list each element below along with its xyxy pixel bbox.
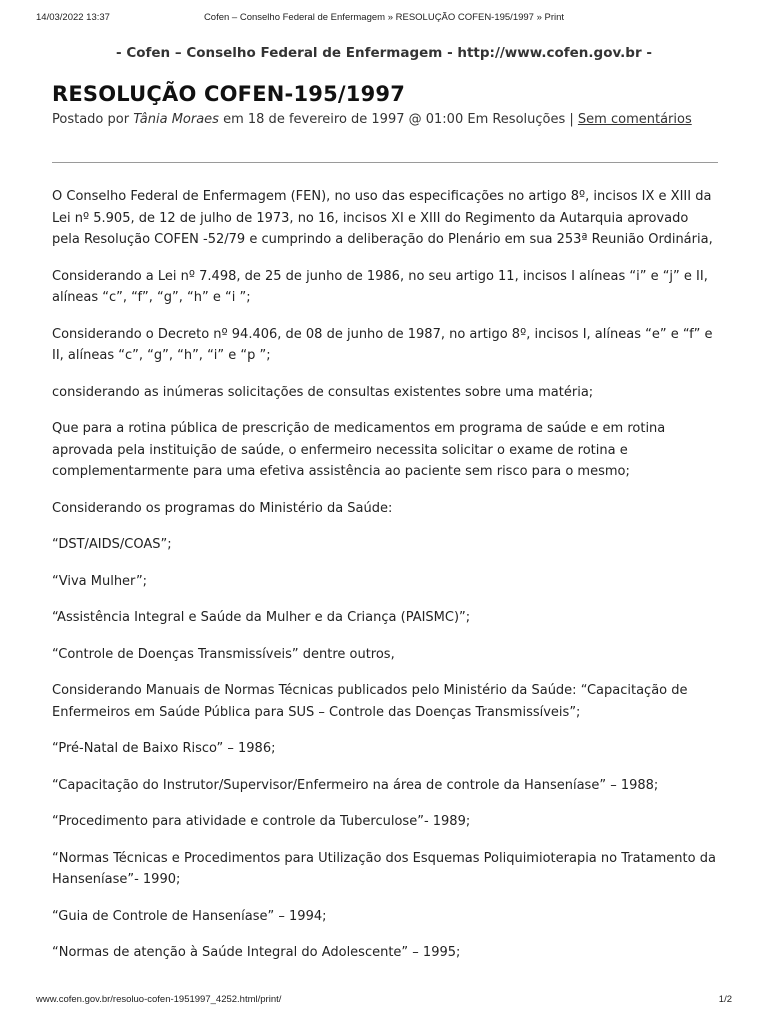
print-header xyxy=(36,12,732,26)
paragraph: “Capacitação do Instrutor/Supervisor/Enfermeiro na área de controle da Hanseníase” – 1988; xyxy=(52,777,659,793)
post-date: em 18 de fevereiro de 1997 @ 01:00 Em Resoluções | xyxy=(223,112,574,127)
paragraph: “Assistência Integral e Saúde da Mulher e da Criança (PAISMC)”; xyxy=(52,610,471,625)
site-line: - Cofen – Conselho Federal de Enfermagem - http://www.cofen.gov.br - xyxy=(116,45,652,61)
post-meta xyxy=(52,112,716,128)
paragraph: “Viva Mulher”; xyxy=(52,573,148,589)
print-page-title: Cofen – Conselho Federal de Enfermagem » RESOLUÇÃO COFEN-195/1997 » Print xyxy=(203,12,565,23)
paragraph: Considerando o Decreto nº 94.406, de 08 de junho de 1987, no artigo 8º, incisos I, alíneas “e” e “f” e II, alíneas “c”, “g”, “h”, “i” e “p ”; xyxy=(52,326,713,363)
paragraph: “Guia de Controle de Hanseníase” – 1994; xyxy=(52,908,327,924)
paragraph: “DST/AIDS/COAS”; xyxy=(52,537,172,552)
print-footer xyxy=(36,994,732,1008)
post-body xyxy=(52,186,718,979)
page-number: 1/2 xyxy=(718,994,732,1005)
paragraph: “Normas de atenção à Saúde Integral do Adolescente” – 1995; xyxy=(52,945,461,960)
paragraph: “Procedimento para atividade e controle da Tuberculose”- 1989; xyxy=(52,814,471,829)
paragraph: “Controle de Doenças Transmissíveis” dentre outros, xyxy=(52,646,395,662)
print-datetime: 14/03/2022 13:37 xyxy=(36,12,110,23)
posted-by-label: Postado por xyxy=(52,112,130,127)
comments-link[interactable]: Sem comentários xyxy=(577,112,692,127)
post-header xyxy=(52,82,716,128)
paragraph: Considerando a Lei nº 7.498, de 25 de junho de 1986, no seu artigo 11, incisos I alíneas “i” e “j” e II, alíneas “c”, “f”, “g”, “h” e “i ”; xyxy=(52,268,708,305)
paragraph: considerando as inúmeras solicitações de consultas existentes sobre uma matéria; xyxy=(52,384,594,400)
post-author: Tânia Moraes xyxy=(133,112,219,127)
paragraph: Que para a rotina pública de prescrição de medicamentos em programa de saúde e em rotina aprovada pela instituição de saúde, o enfermeiro necessita solicitar o exame de rotina e complementarmente para uma efetiva assistência ao paciente sem risco para o mesmo; xyxy=(52,421,666,479)
paragraph: O Conselho Federal de Enfermagem (FEN), no uso das especificações no artigo 8º, incisos IX e XIII da Lei nº 5.905, de 12 de julho de 1973, no 16, incisos XI e XIII do Regimento da Autarquia aprovado pela Resolução COFEN -52/79 e cumprindo a deliberação do Plenário em sua 253ª Reunião Ordinária, xyxy=(52,189,713,247)
post-title: RESOLUÇÃO COFEN-195/1997 xyxy=(52,82,406,106)
print-url: www.cofen.gov.br/resoluo-cofen-1951997_4252.html/print/ xyxy=(36,994,282,1005)
paragraph: Considerando os programas do Ministério da Saúde: xyxy=(52,500,393,516)
divider xyxy=(52,162,718,163)
paragraph: “Normas Técnicas e Procedimentos para Utilização dos Esquemas Poliquimioterapia no Tratamento da Hanseníase”- 1990; xyxy=(52,850,716,887)
paragraph: Considerando Manuais de Normas Técnicas publicados pelo Ministério da Saúde: “Capacitação de Enfermeiros em Saúde Pública para SUS – Controle das Doenças Transmissíveis”; xyxy=(52,683,688,720)
paragraph: “Pré-Natal de Baixo Risco” – 1986; xyxy=(52,741,276,756)
